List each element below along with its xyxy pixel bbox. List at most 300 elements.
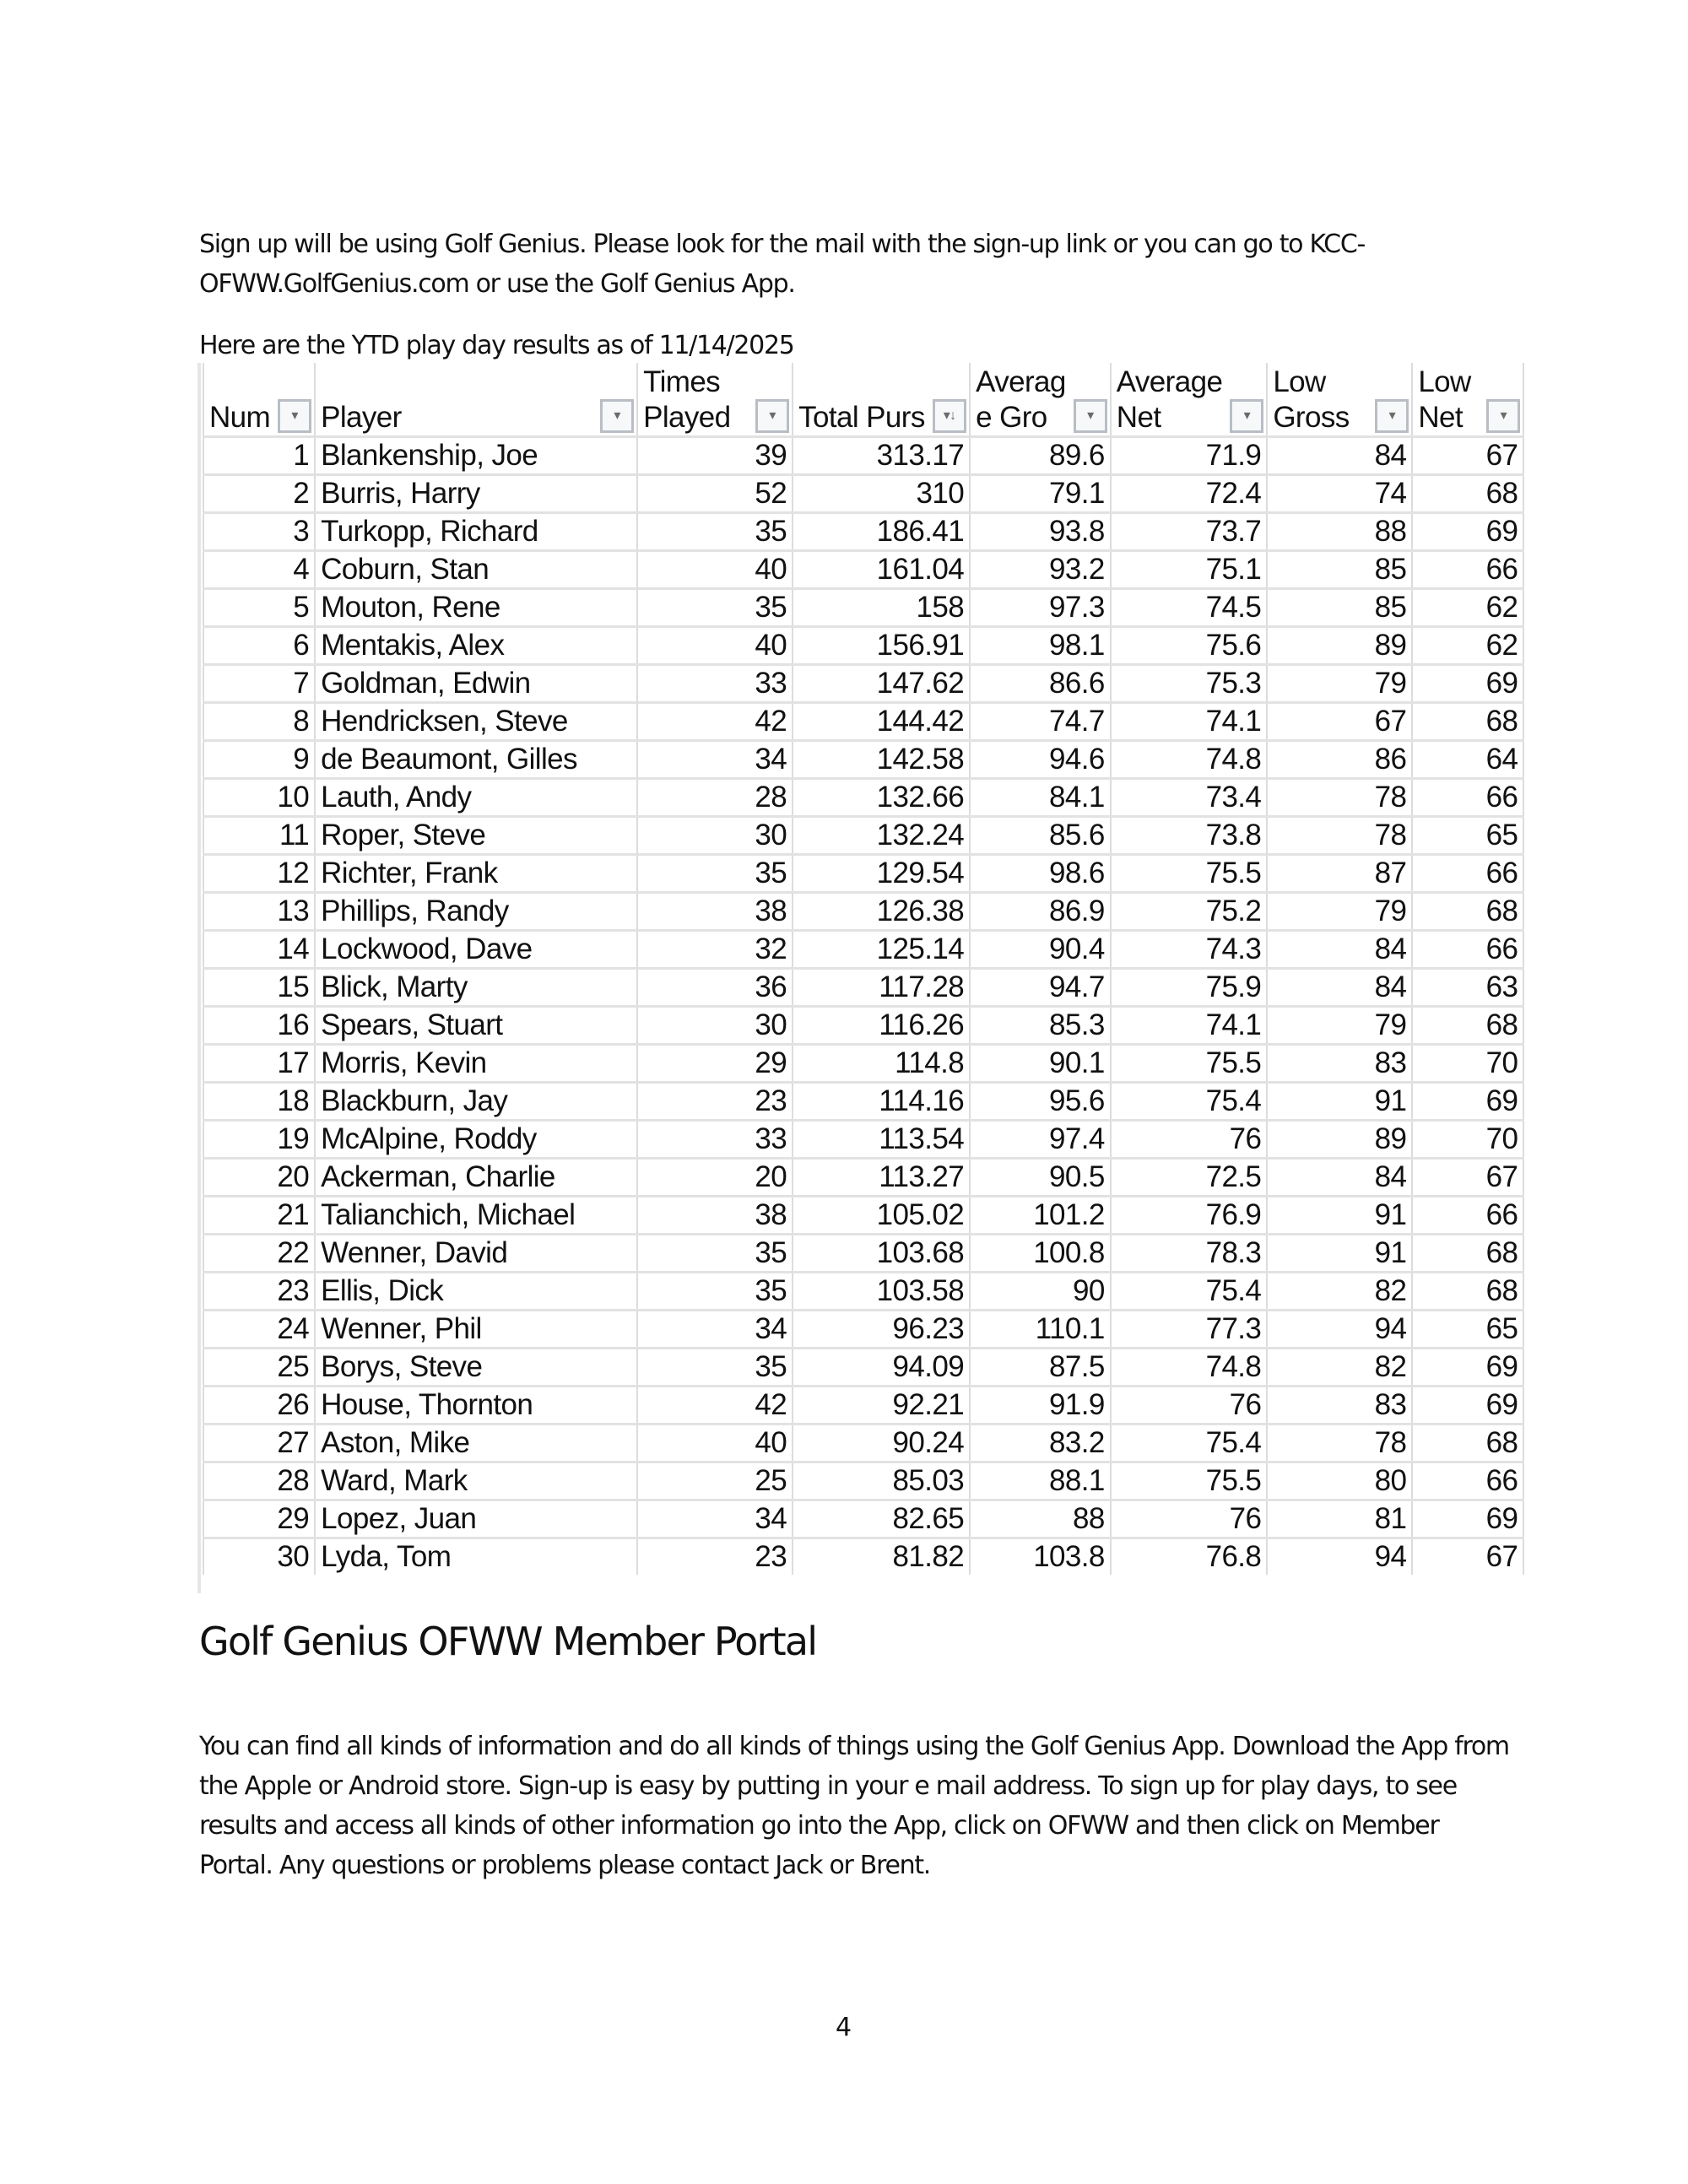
cell-low-net[interactable]: 69 bbox=[1412, 1500, 1523, 1538]
header-label-line: Low bbox=[1273, 365, 1326, 398]
cell-num[interactable]: 4 bbox=[203, 551, 315, 589]
cell-times-played[interactable]: 34 bbox=[637, 741, 793, 779]
cell-avg-net[interactable]: 75.6 bbox=[1111, 627, 1268, 665]
column-header-num bbox=[203, 363, 315, 437]
table-row bbox=[203, 1045, 1523, 1083]
cell-player[interactable]: Lopez, Juan bbox=[315, 1500, 637, 1538]
cell-avg-net[interactable]: 73.7 bbox=[1111, 513, 1268, 551]
cell-times-played[interactable]: 20 bbox=[637, 1159, 793, 1197]
cell-low-net[interactable]: 62 bbox=[1412, 627, 1523, 665]
cell-total-purse[interactable]: 116.26 bbox=[793, 1007, 970, 1045]
cell-times-played[interactable]: 30 bbox=[637, 817, 793, 855]
cell-avg-net[interactable]: 76 bbox=[1111, 1121, 1268, 1159]
cell-total-purse[interactable]: 114.8 bbox=[793, 1045, 970, 1083]
table-row bbox=[203, 1500, 1523, 1538]
cell-player[interactable]: Roper, Steve bbox=[315, 817, 637, 855]
cell-player[interactable]: Wenner, Phil bbox=[315, 1311, 637, 1349]
cell-low-net[interactable]: 68 bbox=[1412, 1273, 1523, 1311]
cell-num[interactable]: 18 bbox=[203, 1083, 315, 1121]
table-row bbox=[203, 1387, 1523, 1424]
cell-player[interactable]: Borys, Steve bbox=[315, 1349, 637, 1387]
cell-num[interactable]: 10 bbox=[203, 779, 315, 817]
cell-num[interactable]: 9 bbox=[203, 741, 315, 779]
cell-avg-gross[interactable]: 90.4 bbox=[970, 931, 1111, 969]
header-label-line: Times bbox=[643, 365, 721, 398]
cell-player[interactable]: Blick, Marty bbox=[315, 969, 637, 1007]
cell-low-gross[interactable]: 84 bbox=[1267, 969, 1412, 1007]
cell-times-played[interactable]: 40 bbox=[637, 551, 793, 589]
cell-player[interactable]: Lockwood, Dave bbox=[315, 931, 637, 969]
cell-num[interactable]: 26 bbox=[203, 1387, 315, 1424]
filter-dropdown-button[interactable] bbox=[1486, 399, 1520, 433]
cell-times-played[interactable]: 34 bbox=[637, 1311, 793, 1349]
cell-avg-net[interactable]: 76.9 bbox=[1111, 1197, 1268, 1235]
cell-times-played[interactable]: 29 bbox=[637, 1045, 793, 1083]
cell-total-purse[interactable]: 147.62 bbox=[793, 665, 970, 703]
cell-total-purse[interactable]: 186.41 bbox=[793, 513, 970, 551]
cell-low-gross[interactable]: 85 bbox=[1267, 589, 1412, 627]
cell-player[interactable]: Mentakis, Alex bbox=[315, 627, 637, 665]
cell-low-net[interactable]: 69 bbox=[1412, 513, 1523, 551]
cell-low-gross[interactable]: 94 bbox=[1267, 1538, 1412, 1576]
cell-times-played[interactable]: 33 bbox=[637, 1121, 793, 1159]
cell-num[interactable]: 11 bbox=[203, 817, 315, 855]
cell-low-gross[interactable]: 82 bbox=[1267, 1349, 1412, 1387]
cell-num[interactable]: 6 bbox=[203, 627, 315, 665]
table-row bbox=[203, 665, 1523, 703]
cell-times-played[interactable]: 35 bbox=[637, 1349, 793, 1387]
table-row bbox=[203, 627, 1523, 665]
cell-total-purse[interactable]: 142.58 bbox=[793, 741, 970, 779]
cell-low-gross[interactable]: 91 bbox=[1267, 1235, 1412, 1273]
cell-low-gross[interactable]: 79 bbox=[1267, 1007, 1412, 1045]
cell-avg-gross[interactable]: 100.8 bbox=[970, 1235, 1111, 1273]
cell-low-gross[interactable]: 83 bbox=[1267, 1045, 1412, 1083]
cell-player[interactable]: Lyda, Tom bbox=[315, 1538, 637, 1576]
cell-avg-net[interactable]: 75.1 bbox=[1111, 551, 1268, 589]
cell-avg-gross[interactable]: 87.5 bbox=[970, 1349, 1111, 1387]
cell-num[interactable]: 13 bbox=[203, 893, 315, 931]
table-row bbox=[203, 779, 1523, 817]
cell-low-net[interactable]: 63 bbox=[1412, 969, 1523, 1007]
cell-total-purse[interactable]: 156.91 bbox=[793, 627, 970, 665]
cell-low-net[interactable]: 68 bbox=[1412, 1235, 1523, 1273]
cell-low-net[interactable]: 67 bbox=[1412, 1159, 1523, 1197]
cell-num[interactable]: 22 bbox=[203, 1235, 315, 1273]
cell-total-purse[interactable]: 126.38 bbox=[793, 893, 970, 931]
cell-total-purse[interactable]: 125.14 bbox=[793, 931, 970, 969]
cell-avg-net[interactable]: 75.4 bbox=[1111, 1083, 1268, 1121]
cell-avg-net[interactable]: 74.1 bbox=[1111, 1007, 1268, 1045]
cell-low-net[interactable]: 66 bbox=[1412, 931, 1523, 969]
cell-low-net[interactable]: 68 bbox=[1412, 1424, 1523, 1462]
table-row bbox=[203, 893, 1523, 931]
cell-low-gross[interactable]: 89 bbox=[1267, 1121, 1412, 1159]
cell-num[interactable]: 7 bbox=[203, 665, 315, 703]
cell-total-purse[interactable]: 313.17 bbox=[793, 437, 970, 475]
cell-avg-gross[interactable]: 98.1 bbox=[970, 627, 1111, 665]
cell-avg-gross[interactable]: 88 bbox=[970, 1500, 1111, 1538]
cell-avg-net[interactable]: 73.4 bbox=[1111, 779, 1268, 817]
cell-total-purse[interactable]: 113.27 bbox=[793, 1159, 970, 1197]
cell-total-purse[interactable]: 96.23 bbox=[793, 1311, 970, 1349]
header-label-line: Average bbox=[1116, 365, 1223, 398]
dropdown-arrow-icon: ▾ bbox=[1243, 408, 1251, 423]
cell-low-gross[interactable]: 79 bbox=[1267, 665, 1412, 703]
cell-num[interactable]: 12 bbox=[203, 855, 315, 893]
cell-avg-gross[interactable]: 98.6 bbox=[970, 855, 1111, 893]
cell-avg-net[interactable]: 74.5 bbox=[1111, 589, 1268, 627]
cell-low-gross[interactable]: 87 bbox=[1267, 855, 1412, 893]
cell-times-played[interactable]: 39 bbox=[637, 437, 793, 475]
cell-num[interactable]: 21 bbox=[203, 1197, 315, 1235]
cell-avg-gross[interactable]: 83.2 bbox=[970, 1424, 1111, 1462]
cell-avg-net[interactable]: 72.5 bbox=[1111, 1159, 1268, 1197]
table-row bbox=[203, 475, 1523, 513]
cell-num[interactable]: 5 bbox=[203, 589, 315, 627]
cell-total-purse[interactable]: 114.16 bbox=[793, 1083, 970, 1121]
table-row bbox=[203, 931, 1523, 969]
cell-times-played[interactable]: 52 bbox=[637, 475, 793, 513]
table-row bbox=[203, 437, 1523, 475]
cell-avg-gross[interactable]: 84.1 bbox=[970, 779, 1111, 817]
cell-avg-gross[interactable]: 74.7 bbox=[970, 703, 1111, 741]
cell-low-gross[interactable]: 89 bbox=[1267, 627, 1412, 665]
cell-player[interactable]: Coburn, Stan bbox=[315, 551, 637, 589]
cell-avg-gross[interactable]: 79.1 bbox=[970, 475, 1111, 513]
filter-dropdown-button[interactable] bbox=[600, 399, 634, 433]
cell-times-played[interactable]: 38 bbox=[637, 893, 793, 931]
cell-total-purse[interactable]: 103.58 bbox=[793, 1273, 970, 1311]
cell-total-purse[interactable]: 105.02 bbox=[793, 1197, 970, 1235]
cell-times-played[interactable]: 42 bbox=[637, 703, 793, 741]
header-label-line bbox=[798, 365, 925, 400]
table-header-row bbox=[203, 363, 1523, 437]
sort-filter-button[interactable] bbox=[933, 399, 966, 433]
cell-total-purse[interactable]: 144.42 bbox=[793, 703, 970, 741]
cell-times-played[interactable]: 35 bbox=[637, 1235, 793, 1273]
cell-times-played[interactable]: 30 bbox=[637, 1007, 793, 1045]
cell-low-gross[interactable]: 84 bbox=[1267, 1159, 1412, 1197]
cell-avg-net[interactable]: 75.2 bbox=[1111, 893, 1268, 931]
cell-player[interactable]: Blackburn, Jay bbox=[315, 1083, 637, 1121]
cell-avg-gross[interactable]: 97.3 bbox=[970, 589, 1111, 627]
cell-player[interactable]: Phillips, Randy bbox=[315, 893, 637, 931]
cell-low-gross[interactable]: 83 bbox=[1267, 1387, 1412, 1424]
header-label-line: Averag bbox=[976, 365, 1066, 398]
results-intro: Here are the YTD play day results as of 11/14/2025 bbox=[199, 331, 794, 360]
cell-times-played[interactable]: 35 bbox=[637, 855, 793, 893]
cell-total-purse[interactable]: 94.09 bbox=[793, 1349, 970, 1387]
cell-num[interactable]: 29 bbox=[203, 1500, 315, 1538]
cell-player[interactable]: Morris, Kevin bbox=[315, 1045, 637, 1083]
cell-low-net[interactable]: 66 bbox=[1412, 1462, 1523, 1500]
cell-num[interactable]: 2 bbox=[203, 475, 315, 513]
cell-total-purse[interactable]: 90.24 bbox=[793, 1424, 970, 1462]
cell-num[interactable]: 24 bbox=[203, 1311, 315, 1349]
cell-avg-net[interactable]: 73.8 bbox=[1111, 817, 1268, 855]
cell-num[interactable]: 27 bbox=[203, 1424, 315, 1462]
cell-avg-gross[interactable]: 94.7 bbox=[970, 969, 1111, 1007]
cell-low-gross[interactable]: 74 bbox=[1267, 475, 1412, 513]
cell-low-net[interactable]: 69 bbox=[1412, 1083, 1523, 1121]
cell-low-net[interactable]: 66 bbox=[1412, 855, 1523, 893]
cell-avg-gross[interactable]: 97.4 bbox=[970, 1121, 1111, 1159]
cell-num[interactable]: 23 bbox=[203, 1273, 315, 1311]
cell-avg-net[interactable]: 75.9 bbox=[1111, 969, 1268, 1007]
cell-num[interactable]: 30 bbox=[203, 1538, 315, 1576]
cell-times-played[interactable]: 35 bbox=[637, 589, 793, 627]
table-row bbox=[203, 1538, 1523, 1576]
cell-low-gross[interactable]: 84 bbox=[1267, 931, 1412, 969]
cell-avg-net[interactable]: 74.3 bbox=[1111, 931, 1268, 969]
cell-low-gross[interactable]: 78 bbox=[1267, 1424, 1412, 1462]
dropdown-arrow-icon: ▾ bbox=[291, 408, 298, 423]
table-row bbox=[203, 1121, 1523, 1159]
cell-player[interactable]: Aston, Mike bbox=[315, 1424, 637, 1462]
cell-times-played[interactable]: 23 bbox=[637, 1538, 793, 1576]
cell-low-gross[interactable]: 82 bbox=[1267, 1273, 1412, 1311]
cell-num[interactable]: 14 bbox=[203, 931, 315, 969]
cell-num[interactable]: 8 bbox=[203, 703, 315, 741]
column-header-total-purse bbox=[793, 363, 970, 437]
cell-low-net[interactable]: 67 bbox=[1412, 1538, 1523, 1576]
cell-player[interactable]: Lauth, Andy bbox=[315, 779, 637, 817]
table-body bbox=[203, 437, 1523, 1576]
cell-low-net[interactable]: 70 bbox=[1412, 1045, 1523, 1083]
cell-low-net[interactable]: 66 bbox=[1412, 1197, 1523, 1235]
cell-avg-gross[interactable]: 91.9 bbox=[970, 1387, 1111, 1424]
cell-total-purse[interactable]: 92.21 bbox=[793, 1387, 970, 1424]
cell-times-played[interactable]: 38 bbox=[637, 1197, 793, 1235]
filter-dropdown-button[interactable] bbox=[1375, 399, 1409, 433]
cell-total-purse[interactable]: 81.82 bbox=[793, 1538, 970, 1576]
cell-player[interactable]: Talianchich, Michael bbox=[315, 1197, 637, 1235]
cell-avg-gross[interactable]: 93.2 bbox=[970, 551, 1111, 589]
cell-times-played[interactable]: 34 bbox=[637, 1500, 793, 1538]
cell-avg-gross[interactable]: 95.6 bbox=[970, 1083, 1111, 1121]
cell-num[interactable]: 16 bbox=[203, 1007, 315, 1045]
cell-avg-gross[interactable]: 86.6 bbox=[970, 665, 1111, 703]
cell-player[interactable]: Spears, Stuart bbox=[315, 1007, 637, 1045]
column-header-low-gross bbox=[1267, 363, 1412, 437]
cell-low-gross[interactable]: 81 bbox=[1267, 1500, 1412, 1538]
cell-total-purse[interactable]: 310 bbox=[793, 475, 970, 513]
cell-avg-gross[interactable]: 90 bbox=[970, 1273, 1111, 1311]
cell-low-net[interactable]: 62 bbox=[1412, 589, 1523, 627]
cell-num[interactable]: 17 bbox=[203, 1045, 315, 1083]
cell-avg-net[interactable]: 77.3 bbox=[1111, 1311, 1268, 1349]
table-row bbox=[203, 551, 1523, 589]
cell-player[interactable]: Blankenship, Joe bbox=[315, 437, 637, 475]
cell-avg-gross[interactable]: 103.8 bbox=[970, 1538, 1111, 1576]
cell-avg-net[interactable]: 74.8 bbox=[1111, 741, 1268, 779]
cell-player[interactable]: Ward, Mark bbox=[315, 1462, 637, 1500]
table-row bbox=[203, 1197, 1523, 1235]
cell-player[interactable]: House, Thornton bbox=[315, 1387, 637, 1424]
filter-dropdown-button[interactable] bbox=[1074, 399, 1107, 433]
cell-low-gross[interactable]: 78 bbox=[1267, 779, 1412, 817]
cell-low-gross[interactable]: 91 bbox=[1267, 1197, 1412, 1235]
cell-avg-gross[interactable]: 90.1 bbox=[970, 1045, 1111, 1083]
cell-avg-net[interactable]: 76 bbox=[1111, 1387, 1268, 1424]
cell-avg-net[interactable]: 75.4 bbox=[1111, 1424, 1268, 1462]
cell-low-gross[interactable]: 86 bbox=[1267, 741, 1412, 779]
cell-avg-gross[interactable]: 86.9 bbox=[970, 893, 1111, 931]
header-label-line: Total Purs bbox=[798, 401, 925, 434]
cell-low-net[interactable]: 68 bbox=[1412, 1007, 1523, 1045]
filter-dropdown-button[interactable] bbox=[278, 399, 311, 433]
cell-player[interactable]: Turkopp, Richard bbox=[315, 513, 637, 551]
cell-avg-gross[interactable]: 101.2 bbox=[970, 1197, 1111, 1235]
table-row bbox=[203, 589, 1523, 627]
table-row bbox=[203, 703, 1523, 741]
cell-avg-net[interactable]: 75.5 bbox=[1111, 1462, 1268, 1500]
cell-num[interactable]: 19 bbox=[203, 1121, 315, 1159]
cell-avg-net[interactable]: 74.1 bbox=[1111, 703, 1268, 741]
cell-avg-net[interactable]: 71.9 bbox=[1111, 437, 1268, 475]
header-label-line bbox=[321, 365, 592, 400]
cell-low-net[interactable]: 66 bbox=[1412, 779, 1523, 817]
cell-num[interactable]: 25 bbox=[203, 1349, 315, 1387]
cell-total-purse[interactable]: 113.54 bbox=[793, 1121, 970, 1159]
column-header-times-played bbox=[637, 363, 793, 437]
table-row bbox=[203, 741, 1523, 779]
cell-low-net[interactable]: 70 bbox=[1412, 1121, 1523, 1159]
cell-times-played[interactable]: 23 bbox=[637, 1083, 793, 1121]
sort-descending-icon: ▾↓ bbox=[943, 408, 956, 423]
cell-num[interactable]: 3 bbox=[203, 513, 315, 551]
cell-times-played[interactable]: 35 bbox=[637, 513, 793, 551]
cell-player[interactable]: Mouton, Rene bbox=[315, 589, 637, 627]
cell-low-gross[interactable]: 84 bbox=[1267, 437, 1412, 475]
header-label-line: Net bbox=[1418, 401, 1463, 434]
table-row bbox=[203, 1159, 1523, 1197]
cell-avg-gross[interactable]: 94.6 bbox=[970, 741, 1111, 779]
cell-avg-net[interactable]: 75.3 bbox=[1111, 665, 1268, 703]
cell-avg-net[interactable]: 78.3 bbox=[1111, 1235, 1268, 1273]
cell-low-gross[interactable]: 91 bbox=[1267, 1083, 1412, 1121]
table-row bbox=[203, 1311, 1523, 1349]
cell-avg-net[interactable]: 76 bbox=[1111, 1500, 1268, 1538]
cell-times-played[interactable]: 32 bbox=[637, 931, 793, 969]
header-label-line: Num bbox=[209, 401, 271, 434]
cell-low-gross[interactable]: 78 bbox=[1267, 817, 1412, 855]
cell-player[interactable]: Richter, Frank bbox=[315, 855, 637, 893]
cell-total-purse[interactable]: 161.04 bbox=[793, 551, 970, 589]
cell-low-net[interactable]: 68 bbox=[1412, 703, 1523, 741]
cell-avg-net[interactable]: 75.5 bbox=[1111, 1045, 1268, 1083]
cell-low-net[interactable]: 68 bbox=[1412, 893, 1523, 931]
cell-times-played[interactable]: 40 bbox=[637, 1424, 793, 1462]
cell-total-purse[interactable]: 82.65 bbox=[793, 1500, 970, 1538]
table-row bbox=[203, 1349, 1523, 1387]
cell-times-played[interactable]: 28 bbox=[637, 779, 793, 817]
cell-player[interactable]: McAlpine, Roddy bbox=[315, 1121, 637, 1159]
header-label-line: Gross bbox=[1273, 401, 1350, 434]
cell-low-net[interactable]: 65 bbox=[1412, 817, 1523, 855]
cell-num[interactable]: 28 bbox=[203, 1462, 315, 1500]
cell-total-purse[interactable]: 132.66 bbox=[793, 779, 970, 817]
cell-times-played[interactable]: 35 bbox=[637, 1273, 793, 1311]
page-number: 4 bbox=[836, 2013, 852, 2042]
cell-low-net[interactable]: 69 bbox=[1412, 1349, 1523, 1387]
cell-low-net[interactable]: 64 bbox=[1412, 741, 1523, 779]
cell-avg-net[interactable]: 74.8 bbox=[1111, 1349, 1268, 1387]
cell-low-gross[interactable]: 94 bbox=[1267, 1311, 1412, 1349]
column-header-player bbox=[315, 363, 637, 437]
cell-total-purse[interactable]: 158 bbox=[793, 589, 970, 627]
cell-player[interactable]: Wenner, David bbox=[315, 1235, 637, 1273]
cell-times-played[interactable]: 33 bbox=[637, 665, 793, 703]
cell-total-purse[interactable]: 117.28 bbox=[793, 969, 970, 1007]
filter-dropdown-button[interactable] bbox=[1230, 399, 1263, 433]
header-label-line bbox=[209, 365, 270, 400]
table-row bbox=[203, 1083, 1523, 1121]
column-header-avg-net bbox=[1111, 363, 1268, 437]
cell-times-played[interactable]: 25 bbox=[637, 1462, 793, 1500]
cell-total-purse[interactable]: 103.68 bbox=[793, 1235, 970, 1273]
table-row bbox=[203, 1007, 1523, 1045]
cell-low-gross[interactable]: 80 bbox=[1267, 1462, 1412, 1500]
cell-avg-gross[interactable]: 93.8 bbox=[970, 513, 1111, 551]
cell-low-gross[interactable]: 79 bbox=[1267, 893, 1412, 931]
cell-num[interactable]: 1 bbox=[203, 437, 315, 475]
cell-avg-gross[interactable]: 89.6 bbox=[970, 437, 1111, 475]
cell-low-net[interactable]: 69 bbox=[1412, 1387, 1523, 1424]
cell-total-purse[interactable]: 85.03 bbox=[793, 1462, 970, 1500]
cell-low-net[interactable]: 66 bbox=[1412, 551, 1523, 589]
dropdown-arrow-icon: ▾ bbox=[1500, 408, 1507, 423]
cell-num[interactable]: 15 bbox=[203, 969, 315, 1007]
cell-avg-net[interactable]: 75.5 bbox=[1111, 855, 1268, 893]
cell-times-played[interactable]: 40 bbox=[637, 627, 793, 665]
table-row bbox=[203, 1273, 1523, 1311]
cell-avg-net[interactable]: 72.4 bbox=[1111, 475, 1268, 513]
cell-avg-net[interactable]: 76.8 bbox=[1111, 1538, 1268, 1576]
cell-avg-net[interactable]: 75.4 bbox=[1111, 1273, 1268, 1311]
cell-avg-gross[interactable]: 85.3 bbox=[970, 1007, 1111, 1045]
cell-low-gross[interactable]: 88 bbox=[1267, 513, 1412, 551]
portal-paragraph: You can find all kinds of information and do all kinds of things using the Golf Genius App. Download the App from the Apple or Android store. Sign-up is easy by putting in your e mail address. To sign up for play days, to see results and access all kinds of other information go into the App, click on OFWW and then click on Member Portal. Any questions or problems please contact Jack or Brent. bbox=[199, 1732, 1509, 1880]
cell-low-net[interactable]: 68 bbox=[1412, 475, 1523, 513]
cell-player[interactable]: Goldman, Edwin bbox=[315, 665, 637, 703]
dropdown-arrow-icon: ▾ bbox=[1388, 408, 1396, 423]
cell-player[interactable]: Burris, Harry bbox=[315, 475, 637, 513]
cell-times-played[interactable]: 42 bbox=[637, 1387, 793, 1424]
filter-dropdown-button[interactable] bbox=[755, 399, 789, 433]
cell-total-purse[interactable]: 132.24 bbox=[793, 817, 970, 855]
cell-avg-gross[interactable]: 88.1 bbox=[970, 1462, 1111, 1500]
cell-low-net[interactable]: 69 bbox=[1412, 665, 1523, 703]
cell-low-net[interactable]: 65 bbox=[1412, 1311, 1523, 1349]
cell-times-played[interactable]: 36 bbox=[637, 969, 793, 1007]
cell-low-gross[interactable]: 85 bbox=[1267, 551, 1412, 589]
cell-num[interactable]: 20 bbox=[203, 1159, 315, 1197]
cell-low-net[interactable]: 67 bbox=[1412, 437, 1523, 475]
signup-paragraph: Sign up will be using Golf Genius. Please look for the mail with the sign-up link or you can go to KCC-OFWW.GolfGenius.com or use the Golf Genius App. bbox=[199, 230, 1365, 299]
cell-avg-gross[interactable]: 85.6 bbox=[970, 817, 1111, 855]
cell-player[interactable]: Ellis, Dick bbox=[315, 1273, 637, 1311]
cell-avg-gross[interactable]: 90.5 bbox=[970, 1159, 1111, 1197]
cell-total-purse[interactable]: 129.54 bbox=[793, 855, 970, 893]
cell-player[interactable]: de Beaumont, Gilles bbox=[315, 741, 637, 779]
table-row bbox=[203, 1235, 1523, 1273]
cell-low-gross[interactable]: 67 bbox=[1267, 703, 1412, 741]
cell-player[interactable]: Ackerman, Charlie bbox=[315, 1159, 637, 1197]
cell-player[interactable]: Hendricksen, Steve bbox=[315, 703, 637, 741]
cell-avg-gross[interactable]: 110.1 bbox=[970, 1311, 1111, 1349]
